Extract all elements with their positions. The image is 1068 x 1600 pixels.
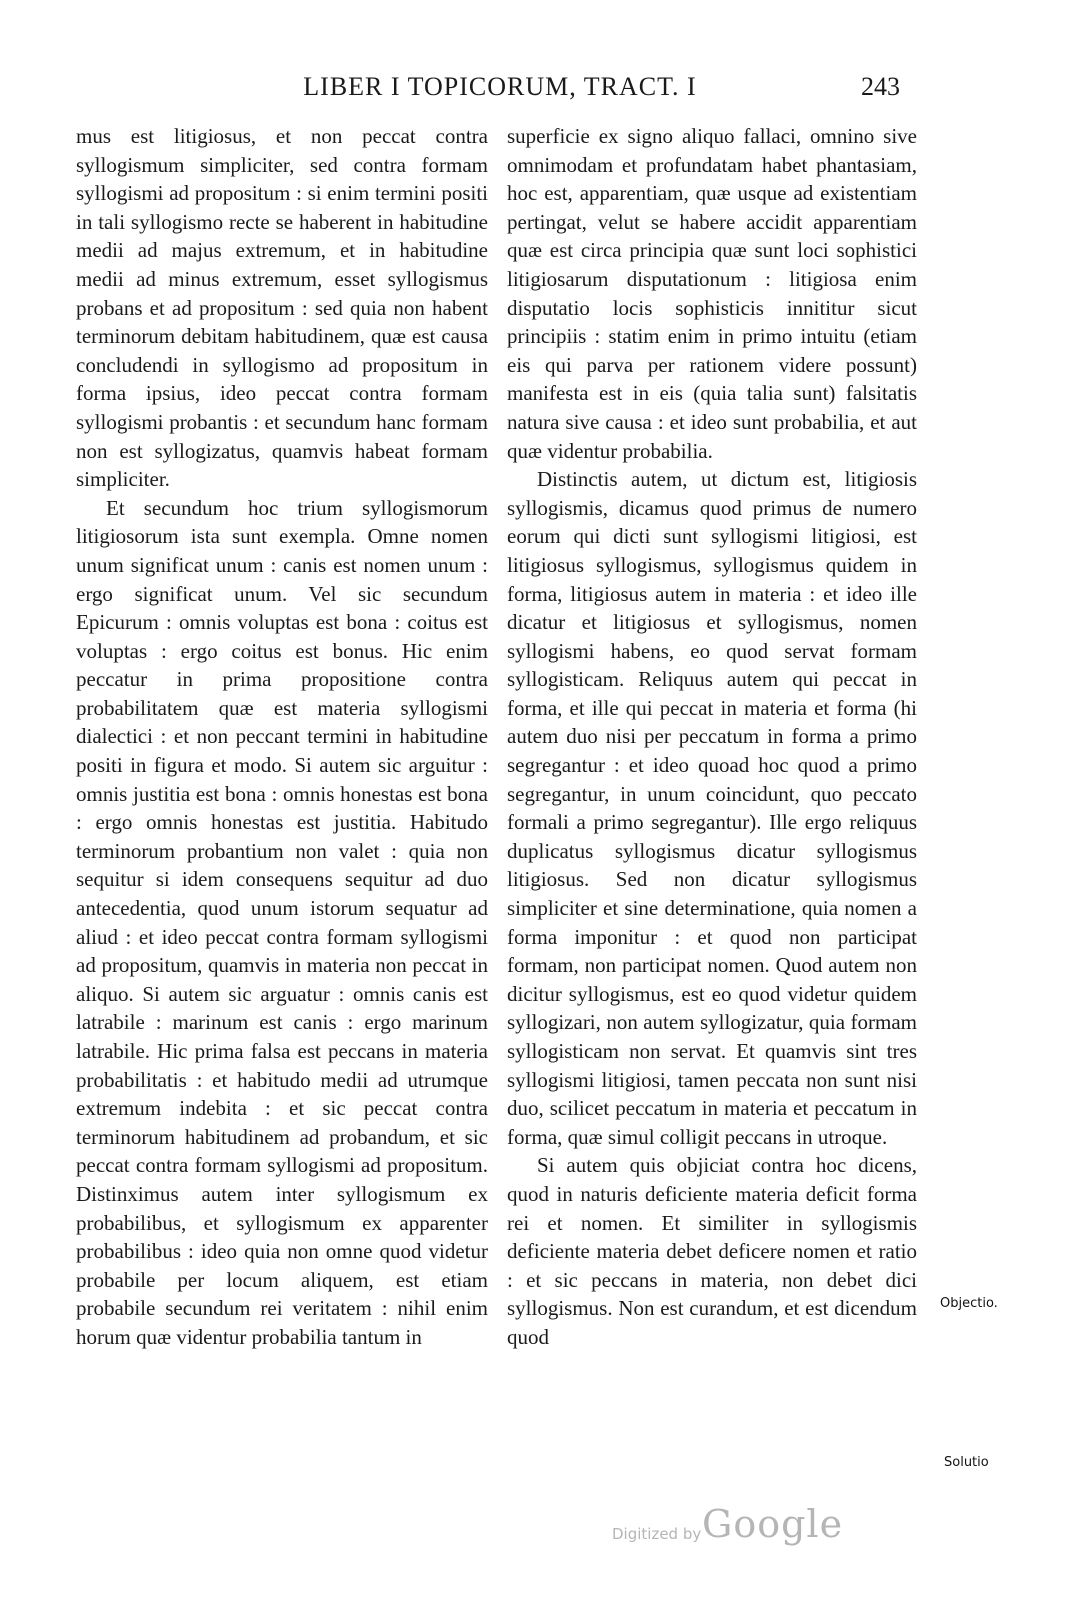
paragraph: superficie ex signo aliquo fallaci, omnino sive omnimodam et profundatam habet phantasiam, hoc est, apparentiam, quæ usque ad existentiam pertingat, velut se habere accidit apparentiam quæ est circa principia quæ sunt loci sophistici litigiosarum disputationum : litigiosa enim disputatio locis sophisticis innititur sicut principiis : statim enim in primo intuitu (etiam eis qui parva per rationem videre possunt) manifesta est in eis (quia talia sunt) falsitatis natura sive causa : et ideo sunt probabilia, et aut quæ videntur probabilia. <box>507 124 917 463</box>
paragraph: Distinctis autem, ut dictum est, litigiosis syllogismis, dicamus quod primus de numero eorum qui dicti sunt syllogismi litigiosi, est litigiosus syllogismus, syllogismus quidem in forma, litigiosus autem in materia : et ideo ille dicatur et litigiosus et syllogismus, nomen syllogismi habens, eo quod servat formam syllogisticam. Reliquus autem qui peccat in forma, et ille qui peccat in materia et forma (hi autem duo nisi per peccatum in forma a primo segregantur : et ideo quoad hoc quod a primo segregantur, in unum coincidunt, quo peccato formali a primo segregantur). Ille ergo reliquus duplicatus syllogismus dicatur syllogismus litigiosus. Sed non dicatur syllogismus simpliciter et sine determinatione, quia nomen a forma imponitur : et quod non participat formam, non participat nomen. Quod autem non dicitur syllogismus, est eo quod videtur quidem syllogizari, non autem syllogizatur, quia formam syllogisticam non servat. Et quamvis sint tres syllogismi litigiosi, tamen peccata non sunt nisi duo, scilicet peccatum in materia et peccatum in forma, quæ simul colligit peccans in utroque. <box>507 467 917 1149</box>
page-number: 243 <box>861 72 900 101</box>
right-column <box>507 122 917 1352</box>
digitized-by-label: Digitized by <box>612 1525 702 1543</box>
paragraph: mus est litigiosus, et non peccat contra syllogismum simpliciter, sed contra formam syllogismi ad propositum : si enim termini positi in tali syllogismo recte se haberent in habitudine medii ad majus extremum, et in habitudine medii ad minus extremum, esset syllogismus probans et ad propositum : sed quia non habent terminorum debitam habitudinem, quæ est causa concludendi in syllogismo ad propositum in forma ipsius, ideo peccat contra formam syllogismi probantis : et secundum hanc formam non est syllogizatus, quamvis habeat formam simpliciter. <box>76 124 488 492</box>
left-column <box>76 122 488 1352</box>
marginal-note-objectio: Objectio. <box>940 1296 998 1311</box>
paragraph: Si autem quis objiciat contra hoc dicens, quod in naturis deficiente materia deficit forma rei et nomen. Et similiter in syllogismis deficiente materia debet deficere nomen et ratio : et sic peccans in materia, non debet dici syllogismus. Non est curandum, et est dicendum quod <box>507 1153 917 1349</box>
marginal-note-solutio: Solutio <box>944 1455 989 1470</box>
running-title: LIBER I TOPICORUM, TRACT. I <box>303 72 697 101</box>
page-header <box>70 72 930 112</box>
google-logo: Google <box>702 1502 844 1546</box>
paragraph: Et secundum hoc trium syllogismorum litigiosorum ista sunt exempla. Omne nomen unum significat unum : canis est nomen unum : ergo significat unum. Vel sic secundum Epicurum : omnis voluptas est bona : coitus est voluptas : ergo coitus est bonus. Hic enim peccatur in prima propositione contra probabilitatem quæ est materia syllogismi dialectici : et non peccant termini in habitudine positi in figura et modo. Si autem sic arguitur : omnis justitia est bona : omnis honestas est bona : ergo omnis honestas est justitia. Habitudo terminorum probantium non valet : quia non sequitur si idem consequens sequitur ad duo antecedentia, quod unum istorum sequatur ad aliud : et ideo peccat contra formam syllogismi ad propositum, quamvis in materia non peccat in aliquo. Si autem sic arguatur : omnis canis est latrabile : marinum est canis : ergo marinum latrabile. Hic prima falsa est peccans in materia probabilitatis : et habitudo medii ad utrumque extremum indebita : et sic peccat contra terminorum habitudinem ad probandum, et sic peccat contra formam syllogismi ad propositum. Distinximus autem inter syllogismum ex probabilibus, et syllogismum ex apparenter probabilibus : ideo quia non omne quod videtur probabile per locum aliquem, est etiam probabile secundum rei veritatem : nihil enim horum quæ videntur probabilia tantum in <box>76 495 488 1349</box>
digitization-watermark <box>612 1500 852 1552</box>
